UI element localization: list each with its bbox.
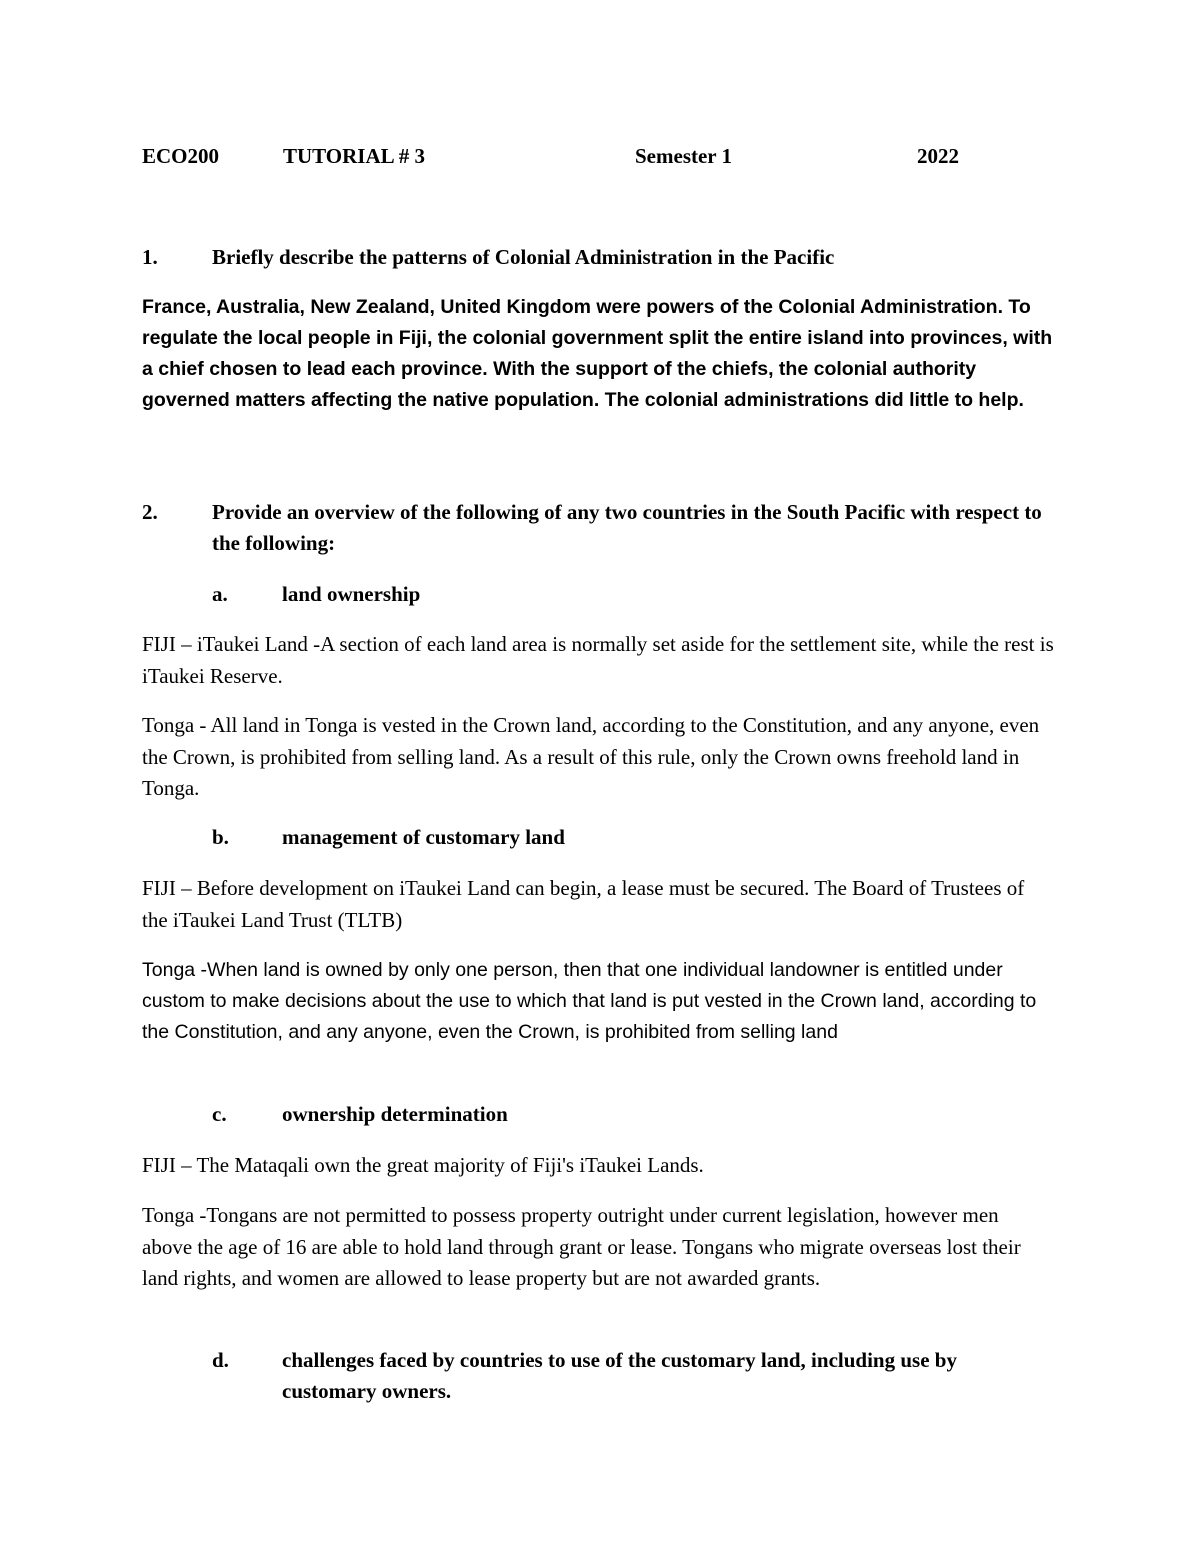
subquestion-text: ownership determination: [282, 1102, 508, 1126]
year-label: 2022: [917, 144, 959, 168]
subquestion-letter: c.: [212, 1102, 227, 1126]
semester-label: Semester 1: [635, 144, 732, 168]
tutorial-number: TUTORIAL # 3: [283, 144, 425, 168]
subquestion-text: land ownership: [282, 582, 421, 606]
subquestion-text: management of customary land: [282, 825, 565, 849]
question-text: Provide an overview of the following of any two countries in the South Pacific with respect to the following:: [212, 500, 1042, 555]
question-text: Briefly describe the patterns of Colonial Administration in the Pacific: [212, 245, 835, 269]
course-code: ECO200: [142, 144, 220, 168]
answer-a-fiji: FIJI – iTaukei Land -A section of each land area is normally set aside for the settlement site, while the rest is iTaukei Reserve.: [142, 632, 1054, 688]
question-number: 1.: [142, 245, 158, 269]
answer-c-fiji: FIJI – The Mataqali own the great majority of Fiji's iTaukei Lands.: [142, 1153, 704, 1177]
subquestion-letter: a.: [212, 582, 228, 606]
answer-a-tonga: Tonga - All land in Tonga is vested in the Crown land, according to the Constitution, and any anyone, even the Crown, is prohibited from selling land. As a result of this rule, only the Crown owns freehold land in Tonga.: [142, 713, 1040, 800]
answer-b-fiji: FIJI – Before development on iTaukei Land can begin, a lease must be secured. The Board of Trustees of the iTaukei Land Trust (TLTB): [142, 876, 1025, 932]
question-number: 2.: [142, 500, 158, 524]
subquestion-letter: d.: [212, 1348, 229, 1372]
answer-c-tonga: Tonga -Tongans are not permitted to possess property outright under current legislation, however men above the age of 16 are able to hold land through grant or lease. Tongans who migrate overseas lost their land rights, and women are allowed to lease property but are not awarded grants.: [142, 1203, 1021, 1290]
answer-1: France, Australia, New Zealand, United Kingdom were powers of the Colonial Administration. To regulate the local people in Fiji, the colonial government split the entire island into provinces, with a chief chosen to lead each province. With the support of the chiefs, the colonial authority governed matters affecting the native population. The colonial administrations did little to help.: [142, 296, 1053, 411]
answer-b-tonga: Tonga -When land is owned by only one person, then that one individual landowner is entitled under custom to make decisions about the use to which that land is put vested in the Crown land, according to the Constitution, and any anyone, even the Crown, is prohibited from selling land: [142, 959, 1037, 1043]
subquestion-text: challenges faced by countries to use of the customary land, including use by customary owners.: [282, 1348, 957, 1403]
subquestion-letter: b.: [212, 825, 229, 849]
